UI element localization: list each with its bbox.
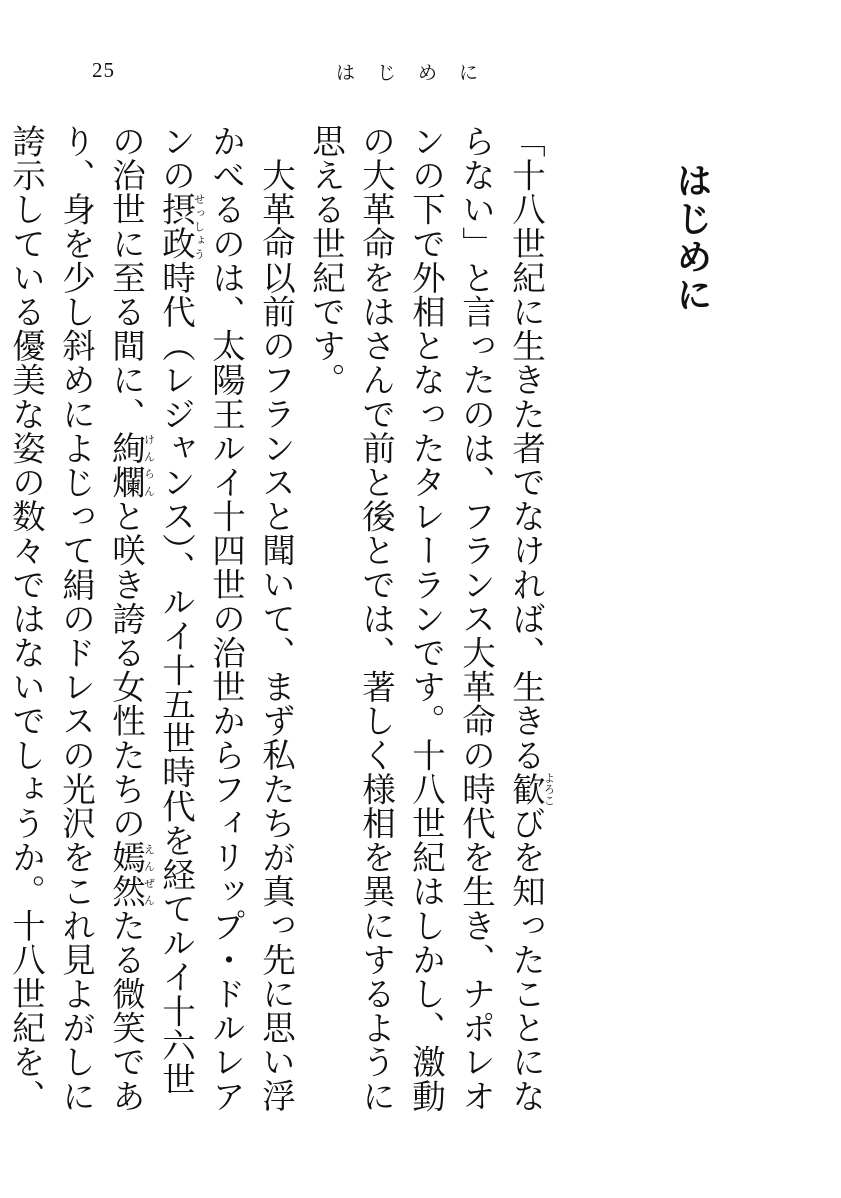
ruby-sessho: 摂政せっしょう <box>156 192 206 261</box>
running-head: はじめに <box>336 62 501 84</box>
paragraph-1-text-b: びを知ったことにならない」と言ったのは、フランス大革命の時代を生き、ナポレオンの下で外相となったタレーランです。十八世紀はしかし、激動の大革命をはさんで前と後とでは、著しく様相を異にするように思える世紀です。 <box>306 124 546 1113</box>
ruby-yorokobi: 歓よろこ <box>506 771 556 807</box>
paragraph-2 <box>0 124 301 1124</box>
paragraph-1 <box>301 124 556 1124</box>
paragraph-2-text-a: 大革命以前のフランスと聞いて、まず私たちが真っ先に思い浮かべるのは、太陽王ルイ十四世の治世からフィリップ・ドルレアンの <box>156 124 296 1113</box>
body-text <box>6 124 556 1124</box>
paragraph-2-text-d: たる微笑であり、身を少し斜めによじって絹のドレスの光沢をこれ見よがしに誇示している優美な姿の数々ではないでしょうか。十八世紀を、 <box>6 124 146 1113</box>
paragraph-2-text-b: 時代（レジャンス）、ルイ十五世時代を経てルイ十六世の治世に至る間に、 <box>106 124 196 1097</box>
page-number: 25 <box>92 58 115 82</box>
chapter-title: はじめに <box>671 162 712 314</box>
ruby-kenran: 絢爛けんらん <box>106 430 156 500</box>
ruby-enzen: 嫣然えんぜん <box>106 840 156 909</box>
paragraph-2-text-c: と咲き誇る女性たちの <box>106 499 146 841</box>
paragraph-1-text-a: 「十八世紀に生きた者でなければ、生きる <box>506 124 546 772</box>
